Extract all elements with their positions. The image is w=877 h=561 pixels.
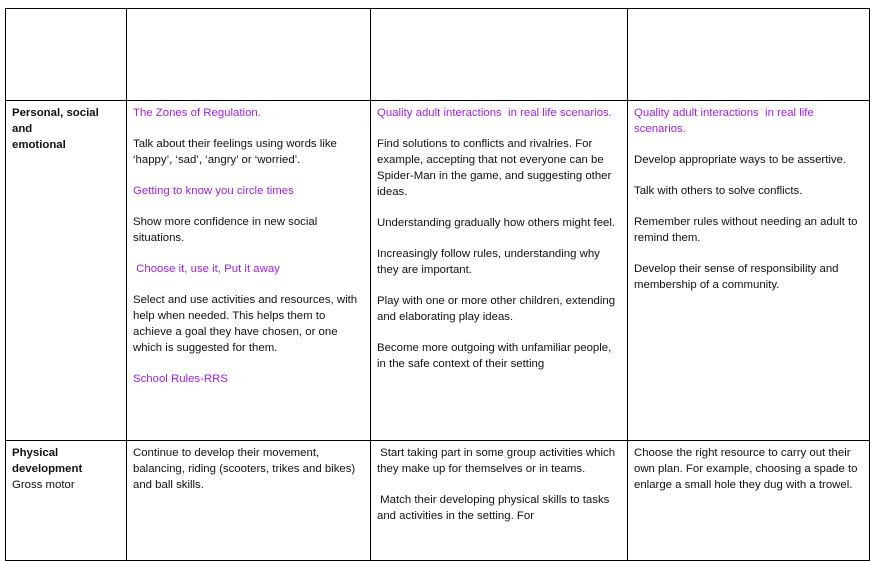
content-cell <box>371 441 628 561</box>
paragraph: Continue to develop their movement, balancing, riding (scooters, trikes and bikes) and ball skills. <box>133 447 356 491</box>
heading-text: School Rules-RRS <box>133 373 228 385</box>
heading-text: Choose it, use it, Put it away <box>133 263 280 275</box>
content-cell <box>127 101 371 441</box>
paragraph: Understanding gradually how others might feel. <box>377 217 616 229</box>
paragraph: Match their developing physical skills to tasks and activities in the setting. For <box>377 494 613 522</box>
paragraph: Develop their sense of responsibility and membership of a community. <box>634 263 839 291</box>
paragraph: Choose the right resource to carry out their own plan. For example, choosing a spade to enlarge a small hole they dug with a trowel. <box>634 447 858 491</box>
content-cell <box>371 9 628 101</box>
table-row <box>6 101 870 441</box>
label-cell <box>6 441 127 561</box>
area-label: development <box>12 463 83 475</box>
table-row <box>6 441 870 561</box>
area-sublabel: Gross motor <box>12 479 75 491</box>
heading-text: Quality adult interactions in real life scenarios. <box>377 107 612 119</box>
paragraph: Talk with others to solve conflicts. <box>634 185 803 197</box>
label-cell <box>6 101 127 441</box>
content-cell <box>628 441 870 561</box>
content-cell <box>371 101 628 441</box>
heading-text: Getting to know you circle times <box>133 185 294 197</box>
area-label: emotional <box>12 139 66 151</box>
area-label: Physical <box>12 447 59 459</box>
content-cell <box>127 441 371 561</box>
heading-text: The Zones of Regulation. <box>133 107 261 119</box>
table-row <box>6 9 870 101</box>
curriculum-table <box>5 8 870 561</box>
paragraph: Select and use activities and resources, with help when needed. This helps them to achieve a goal they have chosen, or one which is suggested for them. <box>133 294 358 354</box>
paragraph: Develop appropriate ways to be assertive. <box>634 154 847 166</box>
paragraph: Increasingly follow rules, understanding why they are important. <box>377 248 600 276</box>
content-cell <box>127 9 371 101</box>
paragraph: Find solutions to conflicts and rivalries. For example, accepting that not everyone can be Spider-Man in the game, and suggesting other ideas. <box>377 138 612 198</box>
paragraph: Become more outgoing with unfamiliar people, in the safe context of their setting <box>377 342 612 370</box>
area-label: Personal, social and <box>12 107 99 135</box>
paragraph: Remember rules without needing an adult to remind them. <box>634 216 858 244</box>
label-cell <box>6 9 127 101</box>
paragraph: Show more confidence in new social situations. <box>133 216 318 244</box>
heading-text: Quality adult interactions in real life scenarios. <box>634 107 817 135</box>
content-cell <box>628 101 870 441</box>
paragraph: Play with one or more other children, extending and elaborating play ideas. <box>377 295 616 323</box>
content-cell <box>628 9 870 101</box>
paragraph: Start taking part in some group activities which they make up for themselves or in teams. <box>377 447 619 475</box>
paragraph: Talk about their feelings using words like ‘happy’, ‘sad’, ‘angry’ or ‘worried’. <box>133 138 337 166</box>
